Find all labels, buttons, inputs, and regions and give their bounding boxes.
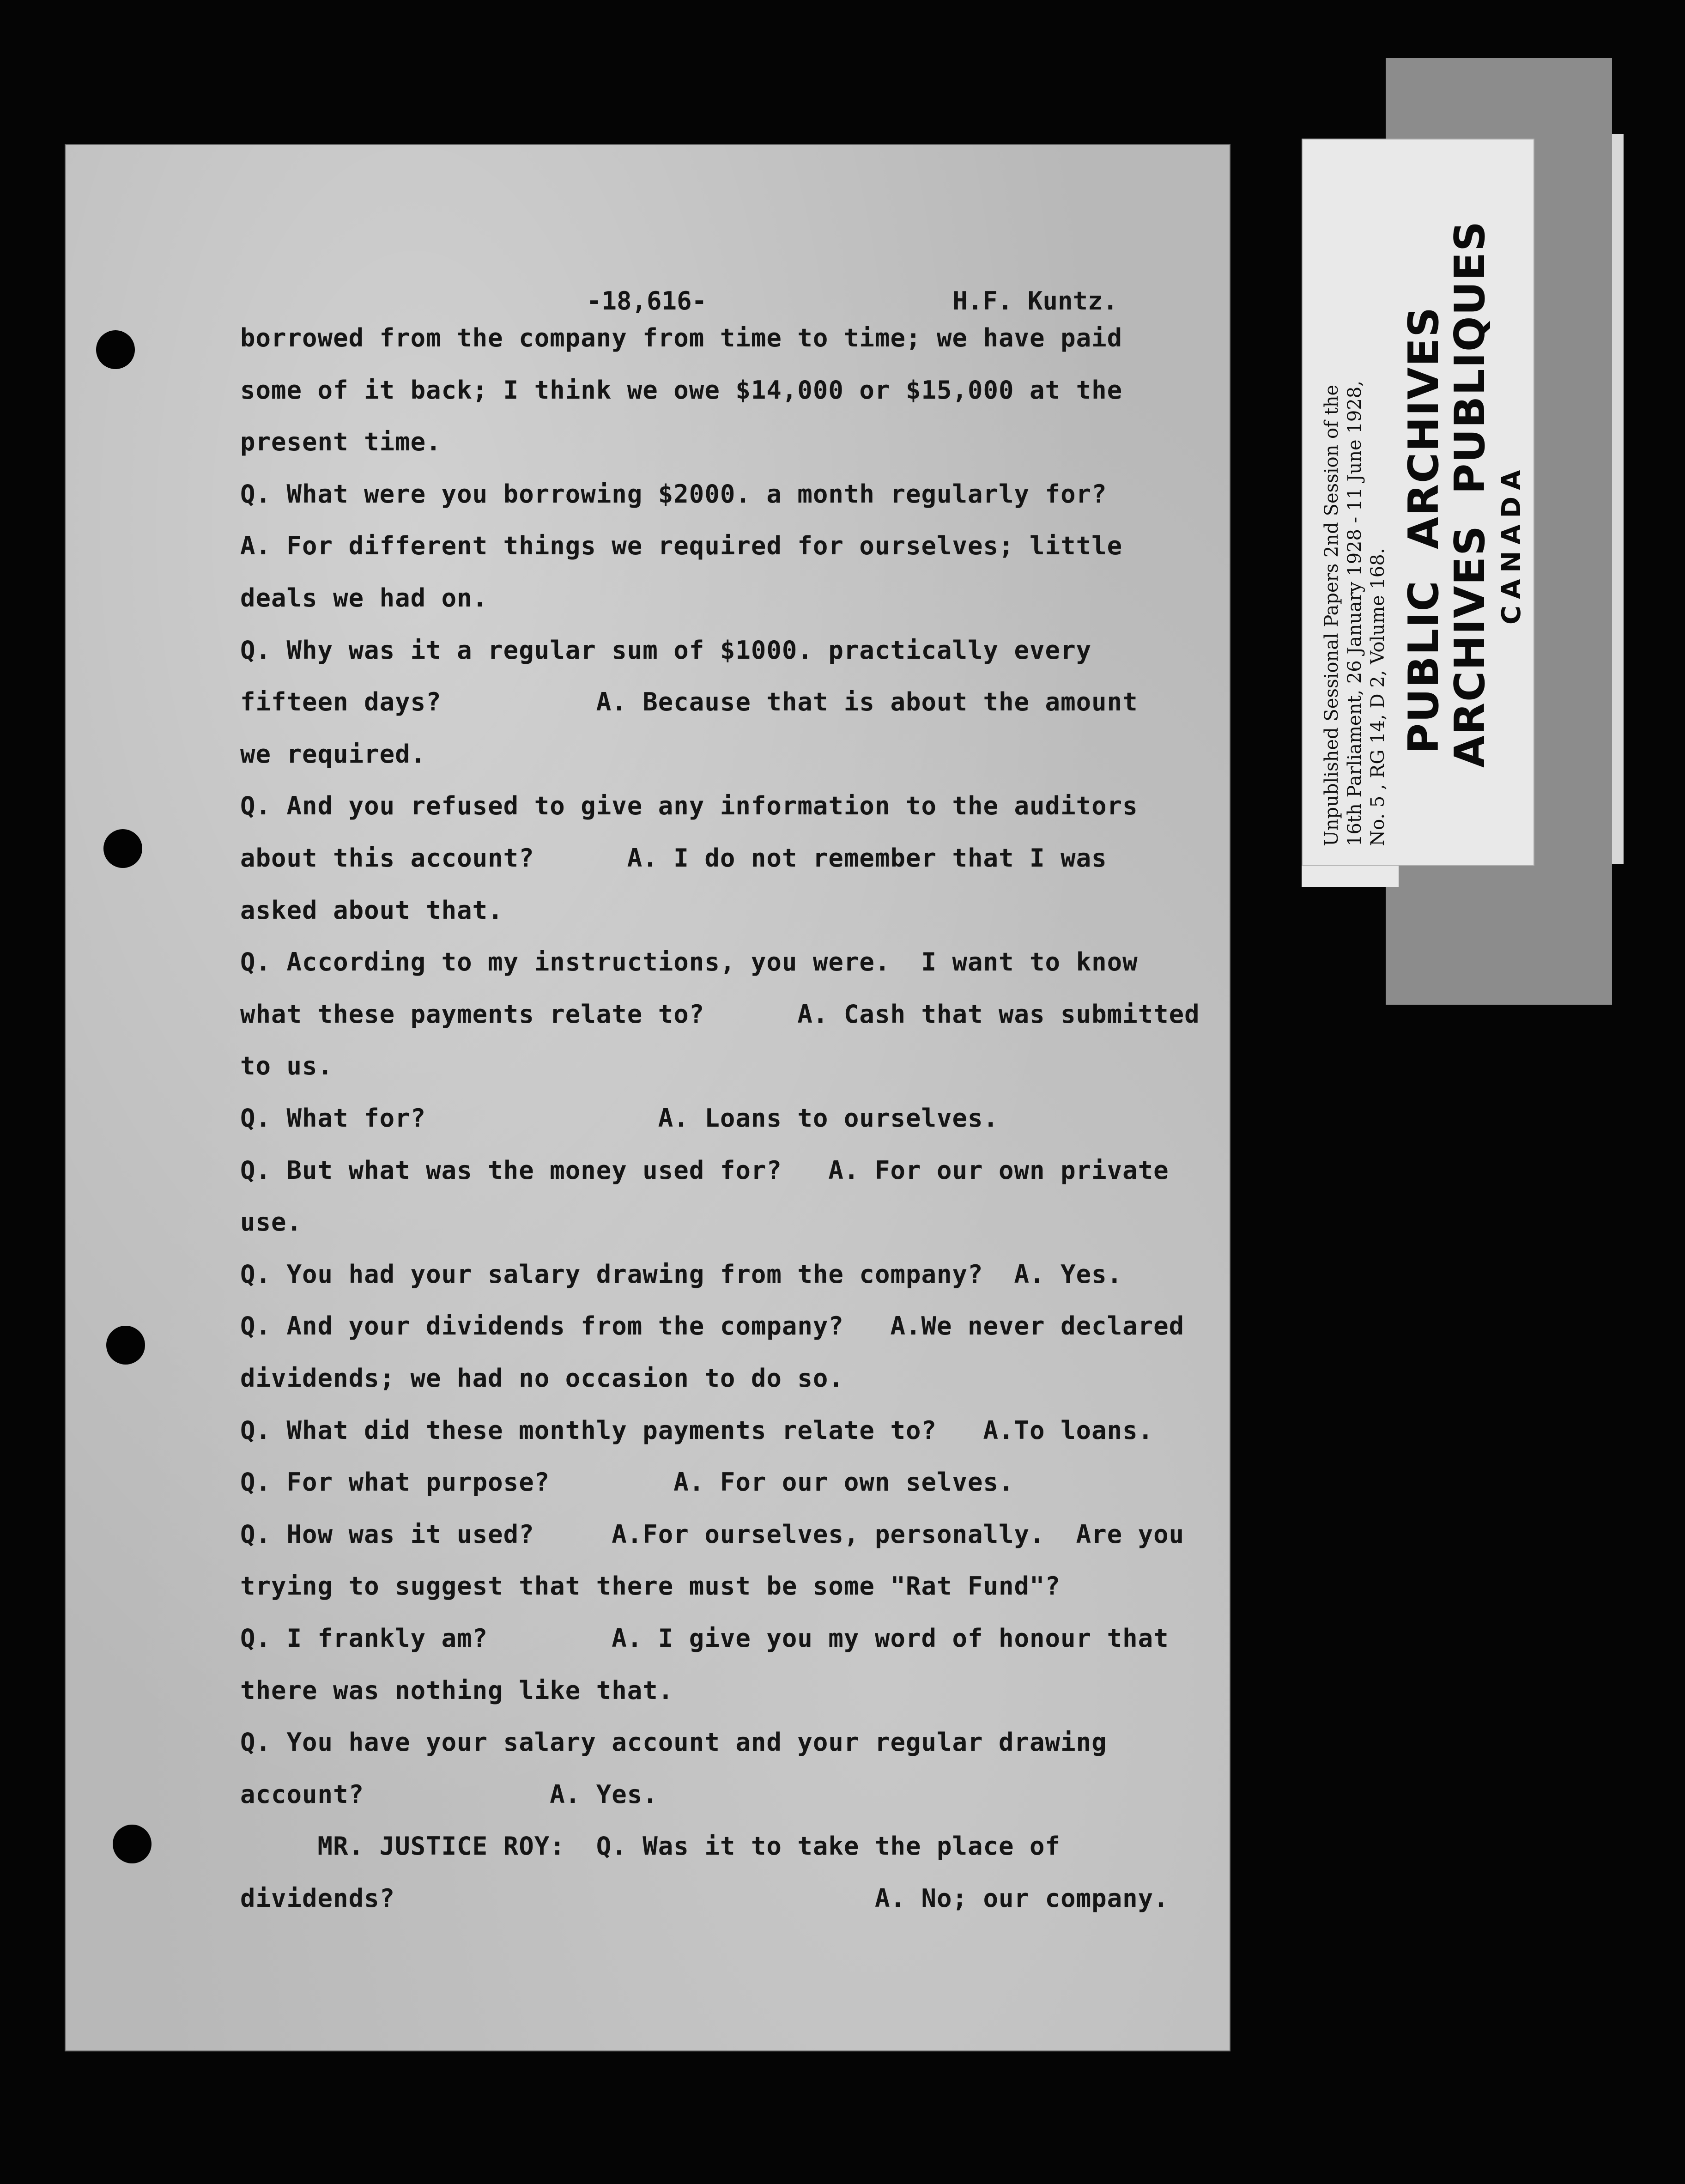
transcript-line: Q. You had your salary drawing from the company? A. Yes. — [240, 1259, 1123, 1289]
archive-reference-line: No. 5 , RG 14, D 2, Volume 168. — [1367, 548, 1388, 846]
archive-reference-line: 16th Parliament, 26 January 1928 - 11 June 1928, — [1344, 381, 1365, 846]
transcript-line: Q. But what was the money used for? A. For our own private — [240, 1155, 1169, 1185]
transcript-line: account? A. Yes. — [240, 1779, 658, 1809]
transcript-line: Q. For what purpose? A. For our own selves. — [240, 1468, 1014, 1497]
archives-publiques-heading: ARCHIVES PUBLIQUES — [1446, 220, 1494, 768]
transcript-line: trying to suggest that there must be some "Rat Fund"? — [240, 1571, 1061, 1601]
public-archives-heading: PUBLIC ARCHIVES — [1400, 306, 1448, 754]
archive-reference-line: Unpublished Sessional Papers 2nd Session of the — [1321, 384, 1342, 846]
transcript-line: about this account? A. I do not remember that I was — [240, 843, 1107, 873]
transcript-line: Q. I frankly am? A. I give you my word of honour that — [240, 1624, 1169, 1653]
transcript-line: borrowed from the company from time to time; we have paid — [240, 323, 1123, 352]
transcript-line: Q. How was it used? A.For ourselves, personally. Are you — [240, 1519, 1185, 1549]
transcript-line: dividends; we had no occasion to do so. — [240, 1364, 844, 1393]
transcript-line: some of it back; I think we owe $14,000 or $15,000 at the — [240, 375, 1123, 405]
transcript-line: Q. According to my instructions, you were. I want to know — [240, 947, 1138, 977]
transcript-line: MR. JUSTICE ROY: Q. Was it to take the place of — [240, 1832, 1061, 1861]
document-page — [65, 144, 1230, 2051]
transcript-line: fifteen days? A. Because that is about the amount — [240, 687, 1138, 717]
transcript-line: dividends? A. No; our company. — [240, 1884, 1169, 1913]
transcript-line: Q. And your dividends from the company? A.We never declared — [240, 1311, 1185, 1341]
witness-name: H.F. Kuntz. — [952, 286, 1118, 315]
transcript-line: what these payments relate to? A. Cash that was submitted — [240, 999, 1200, 1029]
canada-label: CANADA — [1497, 463, 1527, 625]
punch-hole — [106, 1326, 145, 1365]
transcript-line: Q. You have your salary account and your regular drawing — [240, 1728, 1107, 1757]
transcript-line: asked about that. — [240, 895, 503, 925]
transcript-line: we required. — [240, 739, 426, 769]
transcript-line: A. For different things we required for ourselves; little — [240, 531, 1123, 561]
transcript-line: Q. What were you borrowing $2000. a month regularly for? — [240, 479, 1107, 509]
transcript-line: there was nothing like that. — [240, 1675, 674, 1705]
page-number: -18,616- — [587, 286, 707, 315]
transcript-line: use. — [240, 1207, 303, 1237]
transcript-line: Q. And you refused to give any information to the auditors — [240, 791, 1138, 821]
transcript-line: present time. — [240, 427, 442, 457]
archive-card-edge — [1612, 134, 1624, 864]
punch-hole — [103, 829, 142, 868]
punch-hole — [96, 330, 135, 369]
page-header — [240, 286, 1118, 319]
transcript-line: Q. What for? A. Loans to ourselves. — [240, 1104, 999, 1133]
transcript-line: to us. — [240, 1051, 333, 1081]
transcript-line: deals we had on. — [240, 583, 488, 613]
archive-label-tab — [1302, 864, 1399, 887]
archive-label — [1302, 139, 1534, 866]
punch-hole — [113, 1825, 152, 1863]
transcript-line: Q. What did these monthly payments relate to? A.To loans. — [240, 1415, 1154, 1445]
transcript-line: Q. Why was it a regular sum of $1000. practically every — [240, 635, 1092, 665]
